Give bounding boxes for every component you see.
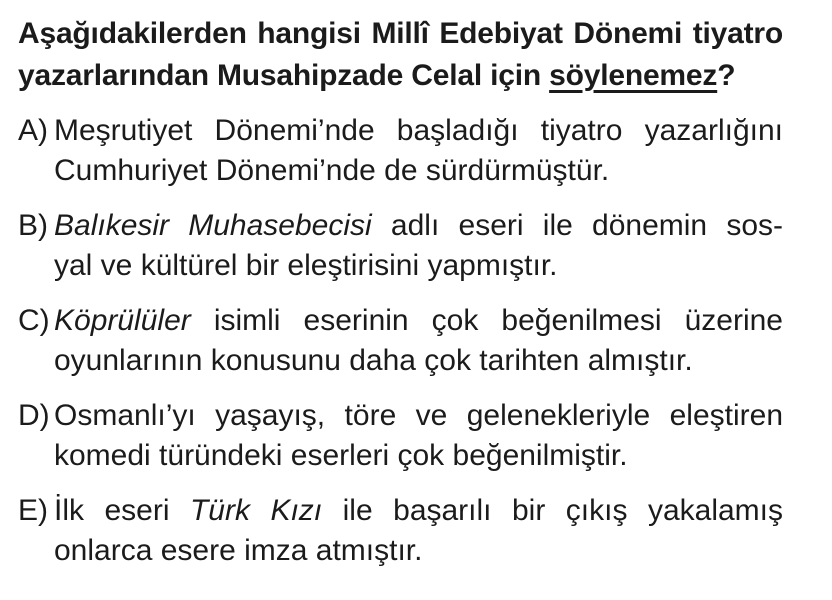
option-d-letter: D) bbox=[18, 399, 50, 432]
option-d-line-1-pre: Osmanlı’yı yaşayış, töre ve gelenekleriyle eleştiren bbox=[54, 399, 783, 432]
option-d-line-1 bbox=[54, 396, 783, 436]
question-line-1-text: Aşağıdakilerden hangisi Millî Edebiyat Dönemi tiyatro bbox=[18, 17, 783, 50]
option-a-line-1-pre: Meşrutiyet Dönemi’nde başladığı tiyatro yazarlığını bbox=[54, 114, 783, 147]
option-e-letter: E) bbox=[18, 494, 48, 527]
option-c-line-1-title: Köprülüler bbox=[54, 304, 191, 337]
option-c-letter: C) bbox=[18, 304, 50, 337]
option-c-line-1-post: isimli eserinin çok beğenilmesi üzerine bbox=[190, 304, 783, 337]
option-a-line-1 bbox=[54, 111, 783, 151]
option-b-line-1-post: adlı eseri ile dönemin sos- bbox=[371, 209, 784, 242]
option-a-line-2: Cumhuriyet Dönemi’nde de sürdürmüştür. bbox=[54, 154, 610, 187]
option-c bbox=[18, 301, 783, 381]
option-e-line-1-title: Türk Kızı bbox=[189, 494, 323, 527]
option-a-letter: A) bbox=[18, 114, 48, 147]
option-b-line-2: yal ve kültürel bir eleştirisini yapmıştır. bbox=[54, 249, 558, 282]
option-b bbox=[18, 206, 783, 286]
question-mark: ? bbox=[717, 59, 736, 92]
option-b-letter: B) bbox=[18, 209, 48, 242]
option-e-line-1 bbox=[54, 491, 783, 531]
option-b-line-1-title: Balıkesir Muhasebecisi bbox=[54, 209, 372, 242]
underlined-keyword: söylenemez bbox=[549, 59, 718, 92]
option-c-line-2: oyunlarının konusunu daha çok tarihten almıştır. bbox=[54, 344, 693, 377]
option-d bbox=[18, 396, 783, 476]
option-e-line-1-pre: İlk eseri bbox=[54, 494, 190, 527]
option-d-line-2: komedi türündeki eserleri çok beğenilmiştir. bbox=[54, 439, 628, 472]
question-line-1 bbox=[18, 13, 783, 55]
option-b-line-1 bbox=[54, 206, 783, 246]
question-stem bbox=[18, 13, 783, 97]
option-c-line-1 bbox=[54, 301, 783, 341]
question-line-2 bbox=[18, 55, 783, 97]
option-e-line-1-post: ile başarılı bir çıkış yakalamış bbox=[322, 494, 784, 527]
option-e bbox=[18, 491, 783, 571]
option-e-line-2: onlarca esere imza atmıştır. bbox=[54, 534, 423, 567]
option-a bbox=[18, 111, 783, 191]
question-line-2-text: yazarlarından Musahipzade Celal için bbox=[18, 59, 550, 92]
